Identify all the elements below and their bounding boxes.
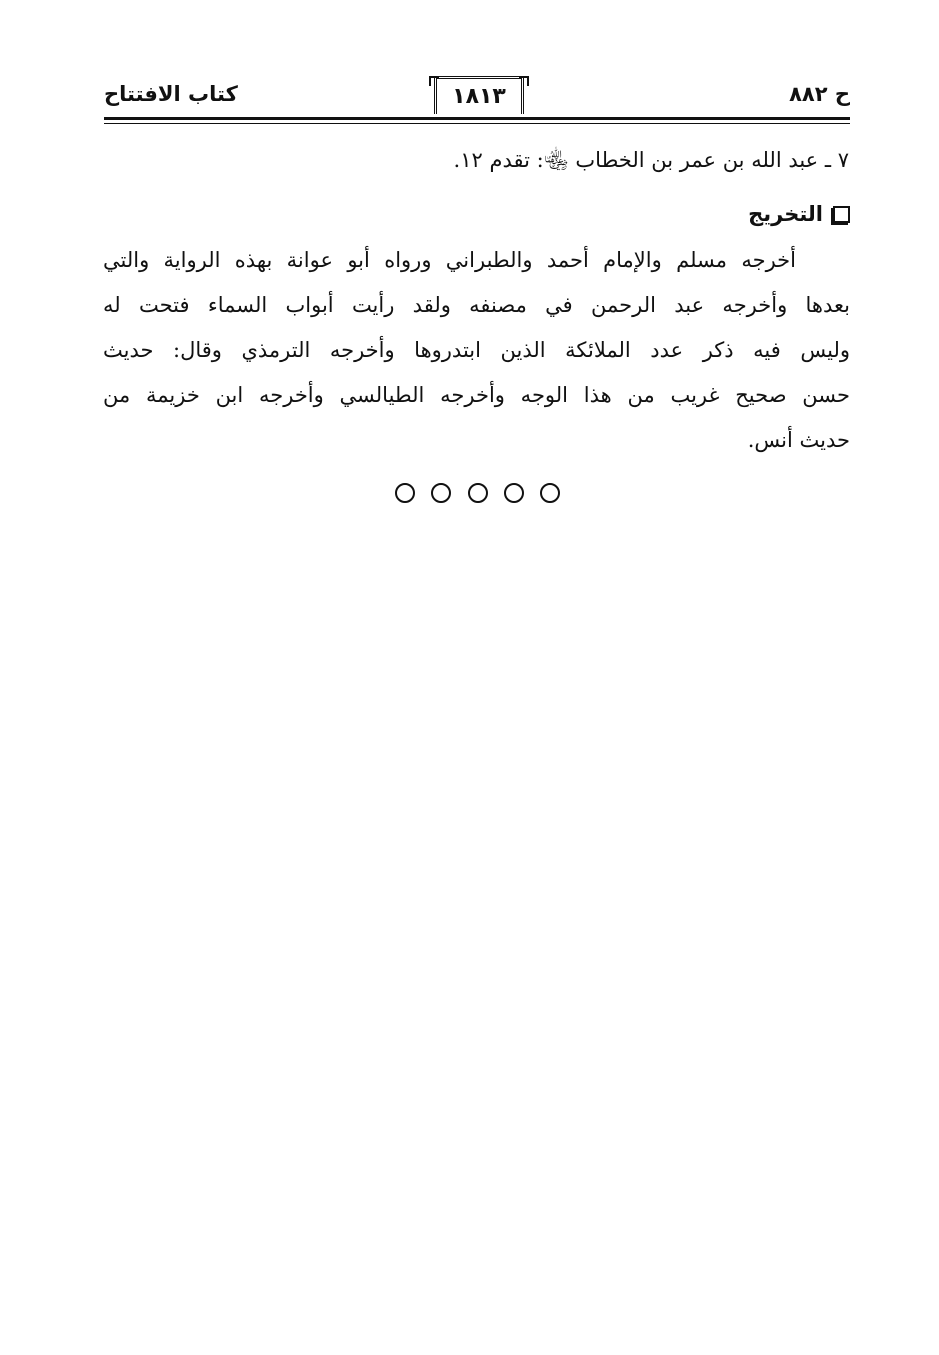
body-line: وليس فيه ذكر عدد الملائكة الذين ابتدروها وأخرجه الترمذي وقال: حديث (103, 338, 850, 362)
body-line: أخرجه مسلم والإمام أحمد والطبراني ورواه أبو عوانة بهذه الرواية والتي (103, 248, 796, 272)
body-line: حديث أنس. (747, 428, 850, 452)
hadith-number-box: ١٨١٣ (434, 76, 524, 114)
section-heading (748, 202, 850, 226)
page-reference: ح ٨٨٢ (789, 82, 850, 106)
narrator-line: ٧ ـ عبد الله بن عمر بن الخطاب ﵄: تقدم ١٢. (453, 148, 849, 172)
body-paragraph (103, 240, 850, 465)
circle-icon (431, 483, 451, 503)
circle-icon (504, 483, 524, 503)
circle-icon (395, 483, 415, 503)
circle-icon (468, 483, 488, 503)
section-title: التخريج (748, 202, 823, 226)
page-header (104, 76, 850, 116)
section-divider-ornament (395, 478, 560, 508)
circle-icon (540, 483, 560, 503)
body-line: حسن صحيح غريب من هذا الوجه وأخرجه الطيالسي وأخرجه ابن خزيمة من (103, 383, 850, 407)
checkbox-icon (833, 206, 850, 223)
header-rule-thick (104, 117, 850, 120)
body-line: بعدها وأخرجه عبد الرحمن في مصنفه ولقد رأيت أبواب السماء فتحت له (103, 293, 850, 317)
book-title: كتاب الافتتاح (104, 82, 238, 106)
header-rule-thin (104, 123, 850, 124)
